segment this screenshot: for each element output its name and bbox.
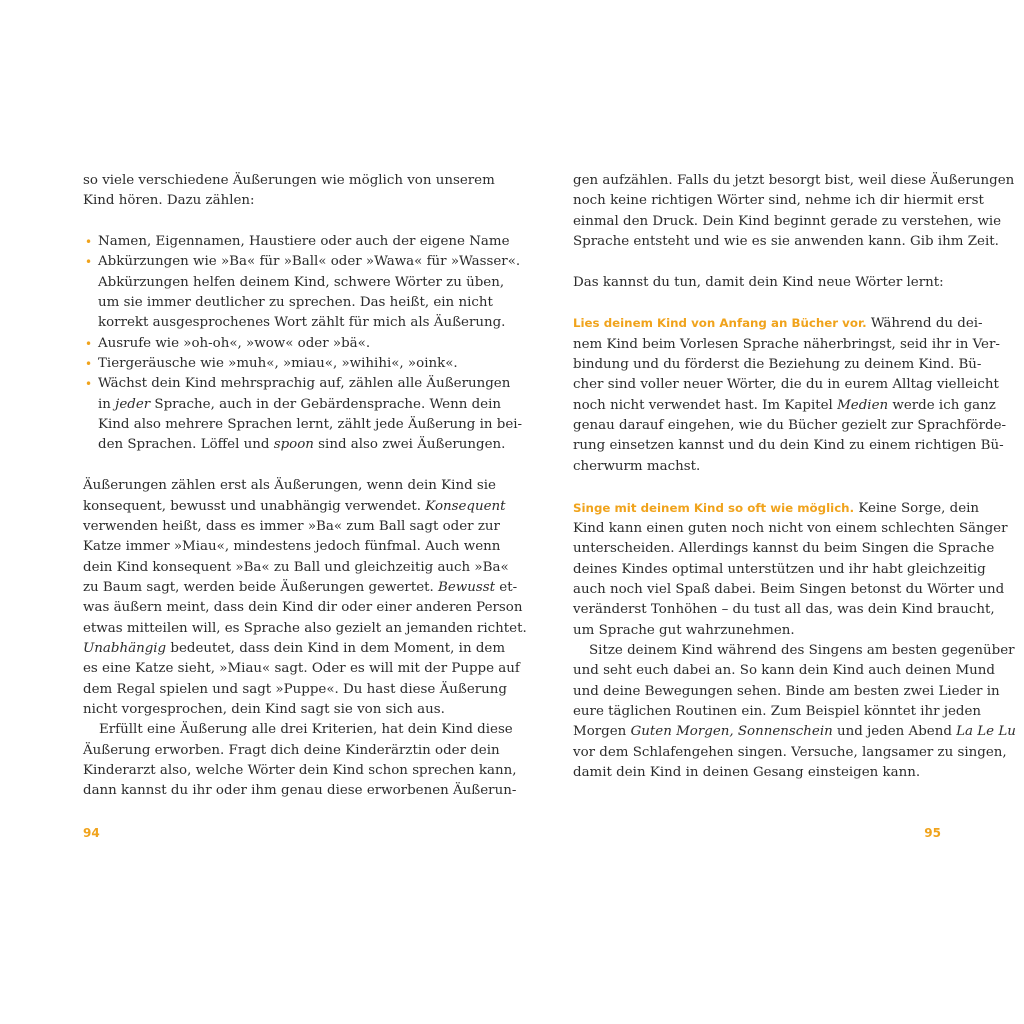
- text-line: noch keine richtigen Wörter sind, nehme ich dir hiermit erst: [573, 193, 984, 209]
- tip-reading: [573, 313, 1007, 477]
- page-number-left: 94: [83, 826, 100, 840]
- text-line: und deine Bewegungen sehen. Binde am besten zwei Lieder in: [573, 683, 1000, 699]
- text-line: um sie immer deutlicher zu sprechen. Das heißt, ein nicht: [98, 295, 493, 311]
- text-line: Lies deinem Kind von Anfang an Bücher vor. Während du dei-: [573, 316, 983, 332]
- text-line: deines Kindes optimal unterstützen und ihr habt gleichzeitig: [573, 561, 986, 577]
- text-line: bindung und du förderst die Beziehung zu deinem Kind. Bü-: [573, 357, 982, 373]
- bullet-item: [83, 334, 451, 354]
- text-line: Morgen Guten Morgen, Sonnenschein und jeden Abend La Le Lu: [573, 724, 1016, 740]
- text-line: • Namen, Eigennamen, Haustiere oder auch der eigene Name: [98, 234, 510, 250]
- text-line: Katze immer »Miau«, mindestens jedoch fünfmal. Auch wenn: [83, 539, 501, 555]
- criteria-paragraph: [83, 476, 527, 720]
- bullet-item: [83, 374, 523, 455]
- text-line: in jeder Sprache, auch in der Gebärdensprache. Wenn dein: [98, 396, 501, 412]
- text-line: Äußerung erworben. Fragt dich deine Kinderärztin oder dein: [83, 742, 500, 758]
- text-line: verwenden heißt, dass es immer »Ba« zum Ball sagt oder zur: [83, 518, 500, 534]
- text-line: Kind also mehrere Sprachen lernt, zählt jede Äußerung in bei-: [98, 417, 523, 433]
- continuation-paragraph: [573, 171, 1015, 252]
- bullet-item: [83, 252, 521, 333]
- text-line: Äußerungen zählen erst als Äußerungen, wenn dein Kind sie: [83, 478, 496, 494]
- text-line: vor dem Schlafengehen singen. Versuche, langsamer zu singen,: [573, 744, 1007, 760]
- tips-intro: [573, 273, 944, 293]
- bullet-item: [83, 354, 458, 374]
- text-line: Sitze deinem Kind während des Singens am besten gegenüber: [589, 642, 1015, 658]
- text-line: Das kannst du tun, damit dein Kind neue Wörter lernt:: [573, 274, 944, 290]
- text-line: veränderst Tonhöhen – du tust all das, was dein Kind braucht,: [573, 602, 995, 618]
- bullet-list: [83, 232, 523, 456]
- text-line: cherwurm machst.: [573, 458, 701, 474]
- text-line: zu Baum sagt, werden beide Äußerungen gewertet. Bewusst et-: [83, 579, 518, 595]
- text-line: einmal den Druck. Dein Kind beginnt gerade zu verstehen, wie: [573, 213, 1002, 229]
- bullet-item: [83, 232, 510, 252]
- singing-paragraph: [573, 641, 1016, 783]
- text-line: es eine Katze sieht, »Miau« sagt. Oder es will mit der Puppe auf: [83, 661, 520, 677]
- text-line: Kinderarzt also, welche Wörter dein Kind schon sprechen kann,: [83, 762, 517, 778]
- left-page: [83, 171, 527, 802]
- text-line: • Abkürzungen wie »Ba« für »Ball« oder »Wawa« für »Wasser«.: [98, 254, 521, 270]
- text-line: • Ausrufe wie »oh-oh«, »wow« oder »bä«.: [98, 335, 371, 351]
- intro-paragraph: [83, 171, 495, 212]
- tip-heading: Singe mit deinem Kind so oft wie möglich.: [573, 500, 855, 515]
- text-line: rung einsetzen kannst und du dein Kind zu einem richtigen Bü-: [573, 438, 1004, 454]
- tip-heading: Lies deinem Kind von Anfang an Bücher vor.: [573, 316, 867, 331]
- text-line: um Sprache gut wahrzunehmen.: [573, 622, 795, 638]
- text-line: genau darauf eingehen, wie du Bücher gezielt zur Sprachförde-: [573, 418, 1007, 434]
- text-line: so viele verschiedene Äußerungen wie möglich von unserem: [83, 173, 495, 188]
- text-line: Kind hören. Dazu zählen:: [83, 193, 255, 209]
- tip-singing: [573, 498, 1008, 641]
- text-line: was äußern meint, dass dein Kind dir oder einer anderen Person: [83, 600, 523, 616]
- text-line: nem Kind beim Vorlesen Sprache näherbringst, seid ihr in Ver-: [573, 336, 1000, 352]
- text-line: • Wächst dein Kind mehrsprachig auf, zählen alle Äußerungen: [98, 376, 511, 392]
- text-line: etwas mitteilen will, es Sprache also gezielt an jemanden richtet.: [83, 620, 527, 636]
- text-line: dem Regal spielen und sagt »Puppe«. Du hast diese Äußerung: [83, 681, 507, 697]
- text-line: konsequent, bewusst und unabhängig verwendet. Konsequent: [83, 498, 506, 514]
- text-line: cher sind voller neuer Wörter, die du in eurem Alltag vielleicht: [573, 377, 999, 393]
- text-line: korrekt ausgesprochenes Wort zählt für mich als Äußerung.: [98, 315, 506, 331]
- text-line: dann kannst du ihr oder ihm genau diese erworbenen Äußerun-: [83, 783, 517, 799]
- text-line: Abkürzungen helfen deinem Kind, schwere Wörter zu üben,: [98, 274, 505, 290]
- text-line: den Sprachen. Löffel und spoon sind also zwei Äußerungen.: [98, 437, 506, 453]
- acquired-paragraph: [83, 720, 517, 801]
- text-line: Unabhängig bedeutet, dass dein Kind in dem Moment, in dem: [83, 640, 506, 656]
- text-line: unterscheiden. Allerdings kannst du beim Singen die Sprache: [573, 541, 995, 557]
- text-line: eure täglichen Routinen ein. Zum Beispiel könntet ihr jeden: [573, 703, 982, 719]
- text-line: auch noch viel Spaß dabei. Beim Singen betonst du Wörter und: [573, 581, 1005, 597]
- text-line: nicht vorgesprochen, dein Kind sagt sie von sich aus.: [83, 701, 445, 717]
- text-line: Sprache entsteht und wie es sie anwenden kann. Gib ihm Zeit.: [573, 234, 999, 250]
- text-line: dein Kind konsequent »Ba« zu Ball und gleichzeitig auch »Ba«: [83, 559, 509, 575]
- text-line: und seht euch dabei an. So kann dein Kind auch deinen Mund: [573, 663, 995, 679]
- text-line: Kind kann einen guten noch nicht von einem schlechten Sänger: [573, 520, 1008, 536]
- text-line: Singe mit deinem Kind so oft wie möglich. Keine Sorge, dein: [573, 500, 980, 516]
- text-line: damit dein Kind in deinen Gesang einsteigen kann.: [573, 764, 921, 780]
- page-number-right: 95: [924, 826, 941, 840]
- text-line: noch nicht verwendet hast. Im Kapitel Medien werde ich ganz: [573, 397, 996, 413]
- text-line: Erfüllt eine Äußerung alle drei Kriterien, hat dein Kind diese: [99, 722, 513, 738]
- text-line: gen aufzählen. Falls du jetzt besorgt bist, weil diese Äußerungen: [573, 173, 1015, 188]
- text-line: • Tiergeräusche wie »muh«, »miau«, »wihihi«, »oink«.: [98, 356, 458, 372]
- right-page: [573, 171, 1016, 783]
